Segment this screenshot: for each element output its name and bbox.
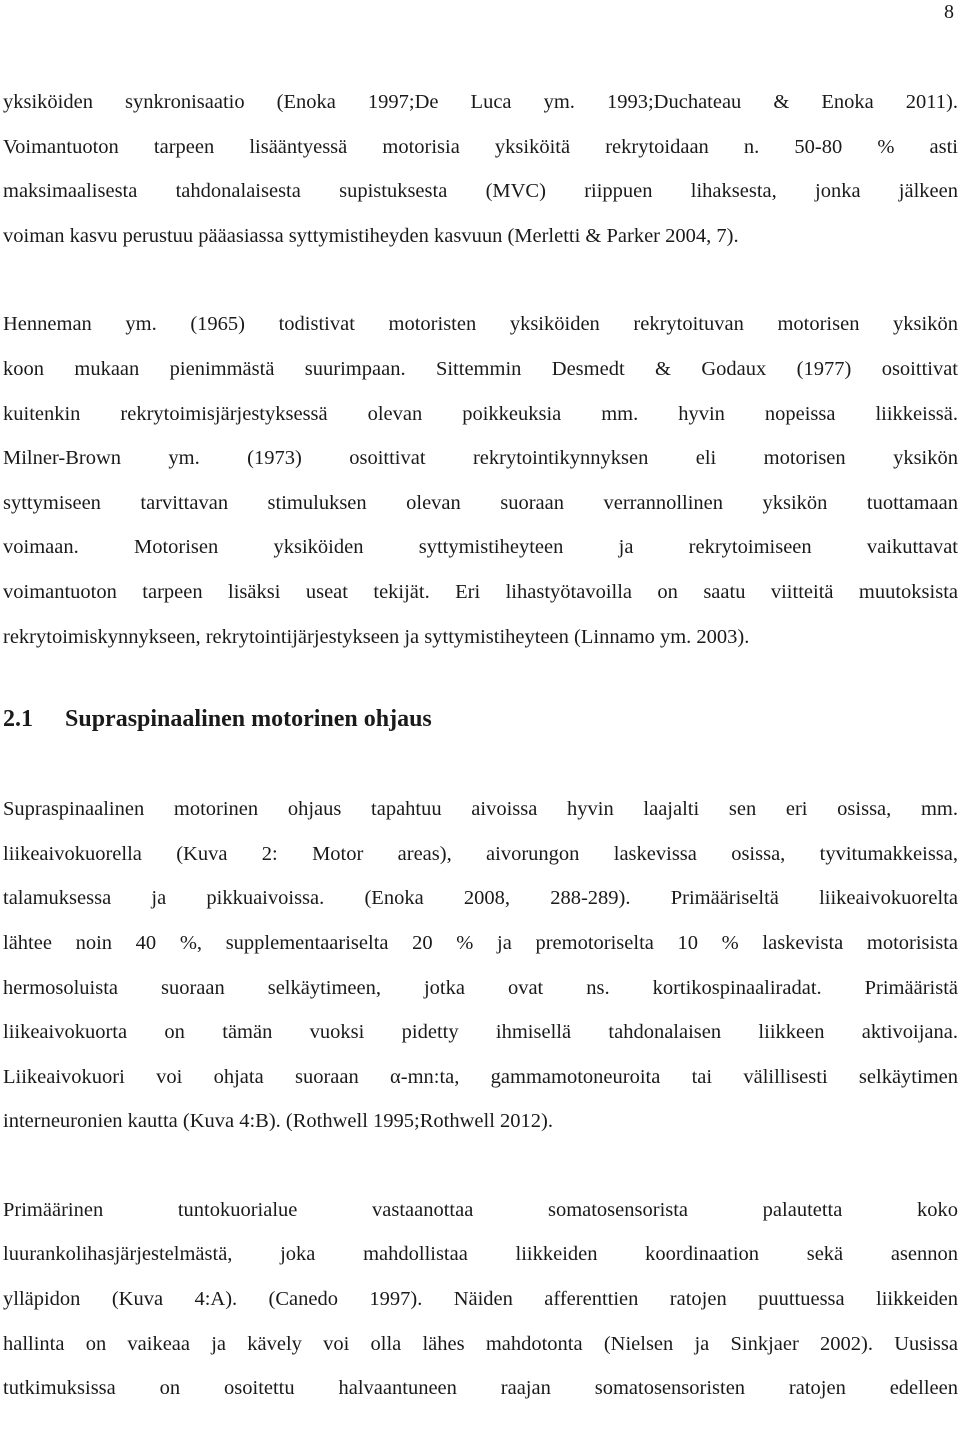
text-line: rekrytoimiskynnykseen, rekrytointijärjestykseen ja syttymistiheyteen (Linnamo ym. 2003). [3, 625, 750, 648]
text-line: kuitenkin rekrytoimisjärjestyksessä olevan poikkeuksia mm. hyvin nopeissa liikkeissä. [3, 402, 958, 425]
text-line: lähtee noin 40 %, supplementaariselta 20 % ja premotoriselta 10 % laskevista motorisista [3, 931, 958, 954]
text-line: interneuronien kautta (Kuva 4:B). (Rothwell 1995;Rothwell 2012). [3, 1110, 553, 1133]
paragraph-3 [3, 787, 958, 1144]
document-body [3, 80, 958, 1411]
text-line: liikeaivokuorta on tämän vuoksi pidetty ihmisellä tahdonalaisen liikkeen aktivoijana. [3, 1021, 958, 1044]
paragraph-1 [3, 80, 958, 258]
page-number: 8 [944, 1, 954, 23]
text-line: talamuksessa ja pikkuaivoissa. (Enoka 2008, 288-289). Primääriseltä liikeaivokuorelta [3, 887, 958, 910]
text-line: koon mukaan pienimmästä suurimpaan. Sittemmin Desmedt & Godaux (1977) osoittivat [3, 357, 958, 380]
text-line: voimaan. Motorisen yksiköiden syttymistiheyteen ja rekrytoimiseen vaikuttavat [3, 536, 958, 559]
text-line: voimantuoton tarpeen lisäksi useat tekijät. Eri lihastyötavoilla on saatu viitteitä muutoksista [3, 580, 958, 603]
text-line: hallinta on vaikeaa ja kävely voi olla lähes mahdotonta (Nielsen ja Sinkjaer 2002). Uusissa [3, 1332, 958, 1355]
section-number: 2.1 [3, 706, 33, 733]
text-line: tutkimuksissa on osoitettu halvaantuneen raajan somatosensoristen ratojen edelleen [3, 1377, 958, 1400]
text-line: hermosoluista suoraan selkäytimeen, jotka ovat ns. kortikospinaaliradat. Primääristä [3, 976, 958, 999]
text-line: liikeaivokuorella (Kuva 2: Motor areas), aivorungon laskevissa osissa, tyvitumakkeissa, [3, 842, 958, 865]
paragraph-2 [3, 302, 958, 659]
text-line: Voimantuoton tarpeen lisääntyessä motorisia yksiköitä rekrytoidaan n. 50-80 % asti [3, 135, 958, 158]
text-line: Liikeaivokuori voi ohjata suoraan α-mn:ta, gammamotoneuroita tai välillisesti selkäytimen [3, 1065, 958, 1088]
text-line: Supraspinaalinen motorinen ohjaus tapahtuu aivoissa hyvin laajalti sen eri osissa, mm. [3, 798, 958, 821]
text-line: syttymiseen tarvittavan stimuluksen olevan suoraan verrannollinen yksikön tuottamaan [3, 491, 958, 514]
text-line: ylläpidon (Kuva 4:A). (Canedo 1997). Näiden afferenttien ratojen puuttuessa liikkeiden [3, 1288, 958, 1311]
section-heading [3, 697, 958, 741]
text-line: luurankolihasjärjestelmästä, joka mahdollistaa liikkeiden koordinaation sekä asennon [3, 1243, 958, 1266]
text-line: maksimaalisesta tahdonalaisesta supistuksesta (MVC) riippuen lihaksesta, jonka jälkeen [3, 180, 958, 203]
text-line: voiman kasvu perustuu pääasiassa syttymistiheyden kasvuun (Merletti & Parker 2004, 7). [3, 224, 739, 247]
text-line: Milner-Brown ym. (1973) osoittivat rekrytointikynnyksen eli motorisen yksikön [3, 447, 958, 470]
section-title: Supraspinaalinen motorinen ohjaus [65, 706, 432, 733]
paragraph-4 [3, 1188, 958, 1411]
text-line: yksiköiden synkronisaatio (Enoka 1997;De Luca ym. 1993;Duchateau & Enoka 2011). [3, 91, 958, 113]
text-line: Henneman ym. (1965) todistivat motoristen yksiköiden rekrytoituvan motorisen yksikön [3, 313, 958, 336]
text-line: Primäärinen tuntokuorialue vastaanottaa somatosensorista palautetta koko [3, 1198, 958, 1221]
